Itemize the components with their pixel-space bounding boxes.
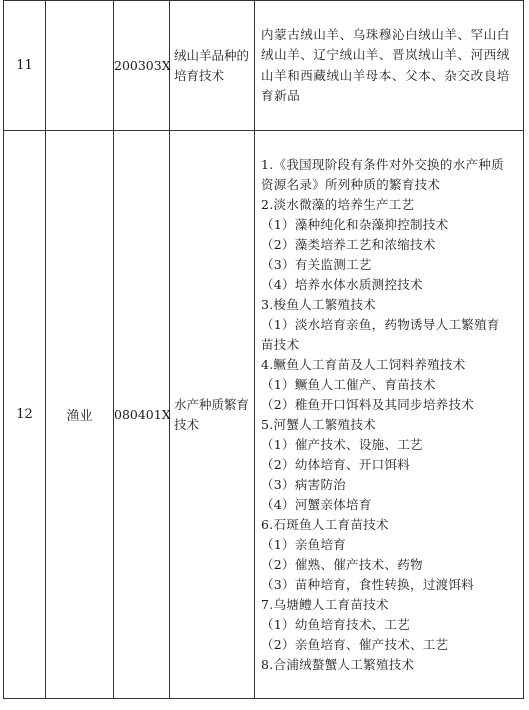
content-line: 5.河蟹人工繁殖技术 [261, 416, 376, 432]
row-tech-name: 水产种质繁育技术 [170, 131, 255, 699]
row-code: 080401X [114, 131, 170, 699]
content-line: （4）河蟹亲体培育 [261, 496, 372, 512]
content-line: （3）有关监测工艺 [261, 256, 372, 272]
row-content [255, 1, 524, 131]
row-number: 12 [4, 131, 46, 699]
content-line: 苗技术 [261, 336, 300, 352]
content-line: （1）催产技术、设施、工艺 [261, 436, 423, 452]
row-category [46, 1, 114, 131]
row-number: 11 [4, 1, 46, 131]
content-line: （3）苗种培育，食性转换，过渡饵料 [261, 576, 475, 592]
content-line: （3）病害防治 [261, 476, 347, 492]
content-line: （1）淡水培育亲鱼，药物诱导人工繁殖育 [261, 316, 500, 332]
content-line: （2）藻类培养工艺和浓缩技术 [261, 236, 436, 252]
content-line: （4）培养水体水质测控技术 [261, 276, 423, 292]
content-line: 6.石斑鱼人工育苗技术 [261, 516, 389, 532]
row-content [255, 131, 524, 699]
content-line: 2.淡水微藻的培养生产工艺 [261, 196, 415, 212]
content-line: 4.鳜鱼人工育苗及人工饲料养殖技术 [261, 356, 466, 372]
content-line: （1）亲鱼培育 [261, 536, 347, 552]
row-tech-name: 绒山羊品种的培育技术 [170, 1, 255, 131]
content-line: （2）催熟、催产技术、药物 [261, 556, 423, 572]
table-row [4, 131, 524, 699]
table-row [4, 1, 524, 131]
content-line: 资源名录》所列种质的繁育技术 [261, 176, 441, 192]
content-line: （1）藻种纯化和杂藻抑控制技术 [261, 216, 449, 232]
content-line: 7.乌塘鳢人工育苗技术 [261, 596, 389, 612]
content-line: 3.梭鱼人工繁殖技术 [261, 296, 376, 312]
content-line: （2）稚鱼开口饵料及其同步培养技术 [261, 396, 475, 412]
content-line: 1.《我国现阶段有条件对外交换的水产种质 [261, 156, 504, 172]
content-line: （1）幼鱼培育技术、工艺 [261, 616, 411, 632]
technology-table [3, 0, 524, 699]
content-line: 8.合浦绒螯蟹人工繁殖技术 [261, 656, 415, 672]
row-code: 200303X [114, 1, 170, 131]
content-line: （1）鳜鱼人工催产、育苗技术 [261, 376, 436, 392]
content-line: （2）幼体培育、开口饵料 [261, 456, 411, 472]
content-line: （2）亲鱼培育、催产技术、工艺 [261, 636, 449, 652]
row-category: 渔业 [46, 131, 114, 699]
row-content-text: 内蒙古绒山羊、乌珠穆沁白绒山羊、罕山白绒山羊、辽宁绒山羊、晋岚绒山羊、河西绒山羊和西藏绒山羊母本、父本、杂交改良培育新品 [261, 26, 510, 103]
content-line-list [261, 155, 517, 675]
